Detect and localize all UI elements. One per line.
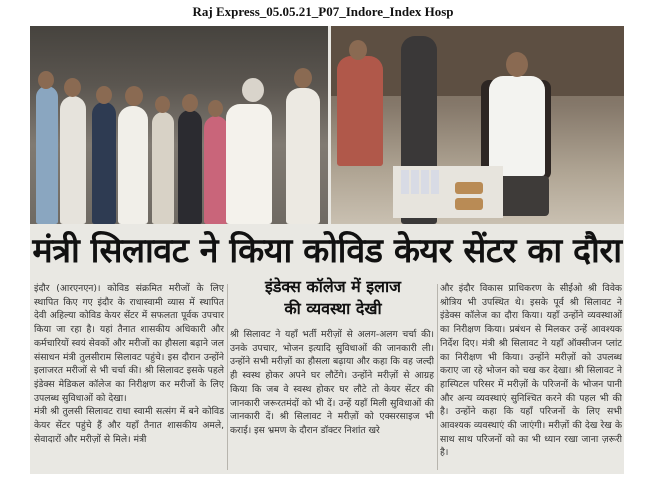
- article-paragraph: मंत्री श्री तुलसी सिलावट राधा स्वामी सत्संग में बने कोविड केयर सेंटर पहुंचे हैं और यहाँ तैनात शासकीय अमले, सेवादारों और मरीज़ों से मिले। मंत्री: [34, 406, 224, 445]
- subheadline-line-2: की व्यवस्था देखी: [284, 299, 382, 318]
- subheadline: [230, 276, 436, 326]
- article-paragraph: श्री सिलावट ने यहाँ भर्ती मरीज़ों से अलग-अलग चर्चा की। उनके उपचार, भोजन इत्यादि सुविधाओं की जानकारी ली। उन्होंने सभी मरीज़ों का हौसला बढ़ाया और कहा कि वह जल्दी ही स्वस्थ होकर अपने घर लौटेंगे। उन्होंने मरीज़ों से आग्रह किया कि जब वे स्वस्थ होकर घर लौटे तो केयर सेंटर की जानकारी जरूरतमंदों को भी दें। उन्हें यहाँ मिली सुविधाओं की जानकारी दें। श्री सिलावट ने मरीज़ों को एक्सरसाइज भी कराई। इस भ्रमण के दौरान डॉक्टर निशांत खरे: [230, 329, 434, 436]
- article-column-1: [34, 282, 224, 472]
- photo-minister-visit-group: [30, 26, 328, 224]
- article-paragraph: इंदौर (आरएनएन)। कोविड संक्रमित मरीजों के लिए स्थापित किए गए इंदौर के राधास्वामी व्यास में स्थापित देवी अहिल्या कोविड केयर सेंटर में सफलता पूर्वक उपचार किया जा रहा है। यहां तैनात शासकीय अधिकारी और कर्मचारियों स्वयं सेवकों और मरीजों का हौसला बढ़ाने जल संसाधन मंत्री तुलसीराम सिलावट पहुंचे। इस दौरान उन्होंने इलाजरत मरीजों से भी चर्चा की। श्री सिलावट इसके पहले इंडेक्स मेडिकल कॉलेज का निरीक्षण कर मरीजों के लिए उपलब्ध सुविधाओं को देखा।: [34, 283, 224, 404]
- article-column-2: [230, 328, 434, 472]
- newspaper-clipping: [30, 26, 624, 474]
- column-divider-left: [227, 284, 228, 470]
- photo-minister-food-tasting: [331, 26, 624, 224]
- subheadline-line-1: इंडेक्स कॉलेज में इलाज: [264, 277, 401, 296]
- column-divider-right: [437, 284, 438, 470]
- article-paragraph: और इंदौर विकास प्राधिकरण के सीईओ श्री विवेक श्रोत्रिय भी उपस्थित थे। इसके पूर्व श्री सिलावट ने इंडेक्स कॉलेज का दौरा किया। यहाँ उन्होंने व्यवस्थाओं का निरीक्षण किया। प्रबंधन से मिलकर उन्हें आवश्यक निर्देश दिए। मंत्री श्री सिलावट ने यहाँ ऑक्सीजन प्लांट का निरीक्षण भी किया। उन्होंने मरीज़ों को उपलब्ध कराए जा रहे भोजन को चख कर देखा। श्री सिलावट ने हास्पिटल परिसर में मरीज़ों के परिजनों के भोजन पानी और अन्य व्यवस्थाएं सुनिश्चित करने की पहल भी की है। उन्होंने कहा कि यहाँ परिजनों के लिए सभी आवश्यक व्यवस्थाएं की जाएंगी। मरीज़ों की देख रेख के साथ साथ परिजनों को का भी ध्यान रखा जाना ज़रूरी है।: [440, 283, 622, 459]
- headline: मंत्री सिलावट ने किया कोविड केयर सेंटर का दौरा: [32, 231, 622, 271]
- clipping-caption: Raj Express_05.05.21_P07_Indore_Index Hosp: [192, 4, 454, 19]
- article-column-3: [440, 282, 622, 472]
